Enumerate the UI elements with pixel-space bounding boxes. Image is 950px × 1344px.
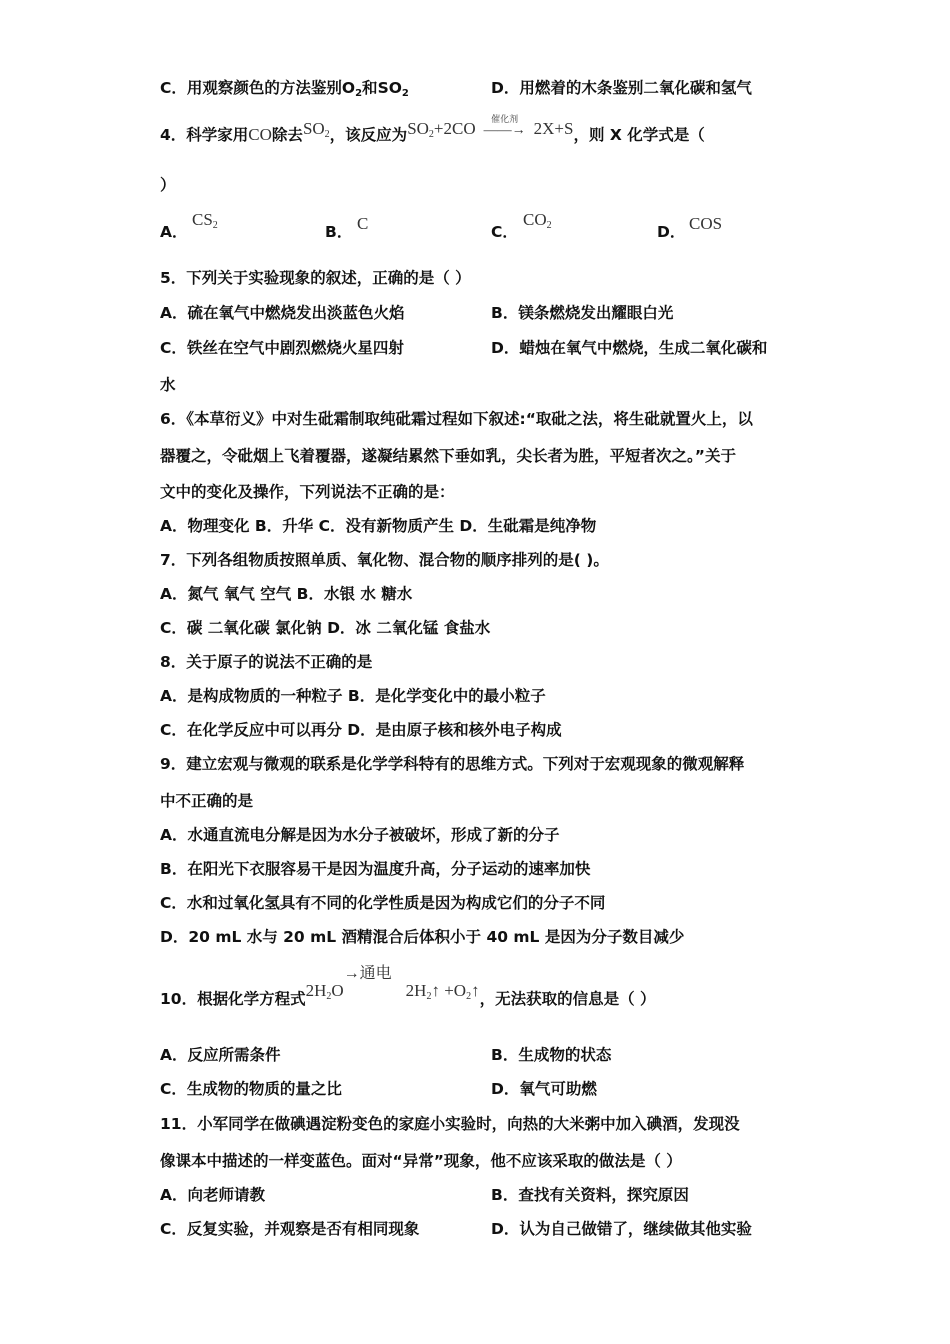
q10-option-d: D．氧气可助燃 bbox=[491, 1080, 597, 1098]
q4-option-d-formula: COS bbox=[689, 214, 723, 233]
formula-text: ↑ +O bbox=[431, 981, 467, 1000]
q10-stem-part: ，无法获取的信息是（ ） bbox=[479, 990, 656, 1008]
formula-text: +2CO bbox=[433, 119, 476, 138]
subscript: 2 bbox=[401, 88, 409, 99]
q11-option-b: B．查找有关资料，探究原因 bbox=[491, 1186, 689, 1204]
q5-option-a: A．硫在氧气中燃烧发出淡蓝色火焰 bbox=[160, 304, 405, 322]
q4-option-a-formula bbox=[192, 210, 218, 231]
q8-stem: 8．关于原子的说法不正确的是 bbox=[160, 653, 373, 671]
q7-stem: 7．下列各组物质按照单质、氧化物、混合物的顺序排列的是( )。 bbox=[160, 551, 609, 569]
q10-option-c: C．生成物的物质的量之比 bbox=[160, 1080, 342, 1098]
q4-stem bbox=[160, 114, 705, 154]
q10-option-b: B．生成物的状态 bbox=[491, 1046, 612, 1064]
q6-stem-line3: 文中的变化及操作，下列说法不正确的是： bbox=[160, 483, 455, 501]
q6-options: A．物理变化 B．升华 C．没有新物质产生 D．生砒霜是纯净物 bbox=[160, 517, 597, 535]
q4-option-d-label: D． bbox=[657, 223, 686, 241]
formula-text: 2H bbox=[405, 981, 427, 1000]
q5-option-c: C．铁丝在空气中剧烈燃烧火星四射 bbox=[160, 339, 404, 357]
q4-stem-part: 4．科学家用 bbox=[160, 126, 249, 144]
subscript: 2 bbox=[326, 991, 332, 1002]
reaction-equation bbox=[305, 965, 480, 1002]
subscript: 2 bbox=[324, 129, 330, 140]
q4-option-b-formula: C bbox=[357, 214, 369, 233]
formula-text: SO bbox=[407, 119, 429, 138]
q10-stem-part: 10．根据化学方程式 bbox=[160, 990, 306, 1008]
q8-options-ab: A．是构成物质的一种粒子 B．是化学变化中的最小粒子 bbox=[160, 687, 546, 705]
subscript: 2 bbox=[212, 220, 218, 231]
q4-stem-close: ） bbox=[160, 176, 176, 194]
q4-option-c-formula bbox=[523, 210, 552, 231]
formula-co: CO bbox=[248, 125, 272, 144]
arrow-icon: ——→ bbox=[483, 123, 526, 138]
subscript: 2 bbox=[428, 129, 434, 140]
q10-stem bbox=[160, 965, 656, 1018]
q5-option-d: D．蜡烛在氧气中燃烧，生成二氧化碳和 bbox=[491, 339, 768, 357]
q3-option-c bbox=[160, 78, 409, 104]
formula-text: O bbox=[331, 981, 344, 1000]
q4-stem-part: ，则 X 化学式是（ bbox=[573, 126, 705, 144]
subscript: 2 bbox=[426, 991, 432, 1002]
q3-option-c-mid: 和 bbox=[362, 79, 378, 97]
catalyst-label: 催化剂 bbox=[491, 114, 519, 124]
formula-text: CS bbox=[192, 210, 213, 229]
q9-stem-line2: 中不正确的是 bbox=[160, 792, 254, 810]
q5-option-d-continued: 水 bbox=[160, 376, 176, 394]
formula-so2 bbox=[303, 119, 330, 138]
formula-text: CO bbox=[523, 210, 547, 229]
q9-option-b: B．在阳光下衣服容易干是因为温度升高，分子运动的速率加快 bbox=[160, 860, 591, 878]
subscript: 2 bbox=[546, 220, 552, 231]
q4-stem-part: 除去 bbox=[271, 126, 303, 144]
reaction-equation bbox=[407, 114, 574, 140]
condition-label: →通电 bbox=[343, 965, 392, 982]
subscript: 2 bbox=[355, 88, 363, 99]
q9-option-a: A．水通直流电分解是因为水分子被破坏，形成了新的分子 bbox=[160, 826, 560, 844]
q11-option-c: C．反复实验，并观察是否有相同现象 bbox=[160, 1220, 420, 1238]
formula-text: SO bbox=[302, 119, 325, 138]
q5-stem: 5．下列关于实验现象的叙述，正确的是（ ） bbox=[160, 269, 471, 287]
q10-option-a: A．反应所需条件 bbox=[160, 1046, 281, 1064]
up-arrow-icon: ↑ bbox=[471, 981, 480, 1000]
q4-option-c-label: C． bbox=[491, 223, 518, 241]
q5-option-b: B．镁条燃烧发出耀眼白光 bbox=[491, 304, 674, 322]
q11-option-d: D．认为自己做错了，继续做其他实验 bbox=[491, 1220, 752, 1238]
q11-option-a: A．向老师请教 bbox=[160, 1186, 265, 1204]
q11-stem-line1: 11．小军同学在做碘遇淀粉变色的家庭小实验时，向热的大米粥中加入碘酒，发现没 bbox=[160, 1115, 740, 1133]
catalyst-arrow bbox=[476, 116, 534, 144]
q9-option-d: D．20 mL 水与 20 mL 酒精混合后体积小于 40 mL 是因为分子数目减少 bbox=[160, 928, 685, 946]
subscript: 2 bbox=[466, 991, 472, 1002]
formula-text: 2H bbox=[305, 981, 327, 1000]
q6-stem-line1: 6．《本草衍义》中对生砒霜制取纯砒霜过程如下叙述:“取砒之法，将生砒就置火上，以 bbox=[160, 410, 753, 428]
formula-text: 2X+S bbox=[533, 119, 574, 138]
q8-options-cd: C．在化学反应中可以再分 D．是由原子核和核外电子构成 bbox=[160, 721, 562, 739]
q11-stem-line2: 像课本中描述的一样变蓝色。面对“异常”现象，他不应该采取的做法是（ ） bbox=[160, 1152, 682, 1170]
q3-option-c-text: C．用观察颜色的方法鉴别 bbox=[160, 79, 342, 97]
q3-option-d: D．用燃着的木条鉴别二氧化碳和氢气 bbox=[491, 79, 752, 97]
formula-so2: SO bbox=[377, 79, 402, 97]
q4-stem-part: ，该反应为 bbox=[329, 126, 408, 144]
q9-option-c: C．水和过氧化氢具有不同的化学性质是因为构成它们的分子不同 bbox=[160, 894, 606, 912]
q7-options-cd: C．碳 二氧化碳 氯化钠 D．冰 二氧化锰 食盐水 bbox=[160, 619, 491, 637]
formula-o2: O bbox=[341, 79, 356, 97]
q9-stem-line1: 9．建立宏观与微观的联系是化学学科特有的思维方式。下列对于宏观现象的微观解释 bbox=[160, 755, 745, 773]
q4-option-a-label: A． bbox=[160, 223, 188, 241]
q7-options-ab: A．氮气 氧气 空气 B．水银 水 糖水 bbox=[160, 585, 413, 603]
q4-option-b-label: B． bbox=[325, 223, 353, 241]
q6-stem-line2: 器覆之，令砒烟上飞着覆器，遂凝结累然下垂如乳，尖长者为胜，平短者次之。”关于 bbox=[160, 447, 736, 465]
